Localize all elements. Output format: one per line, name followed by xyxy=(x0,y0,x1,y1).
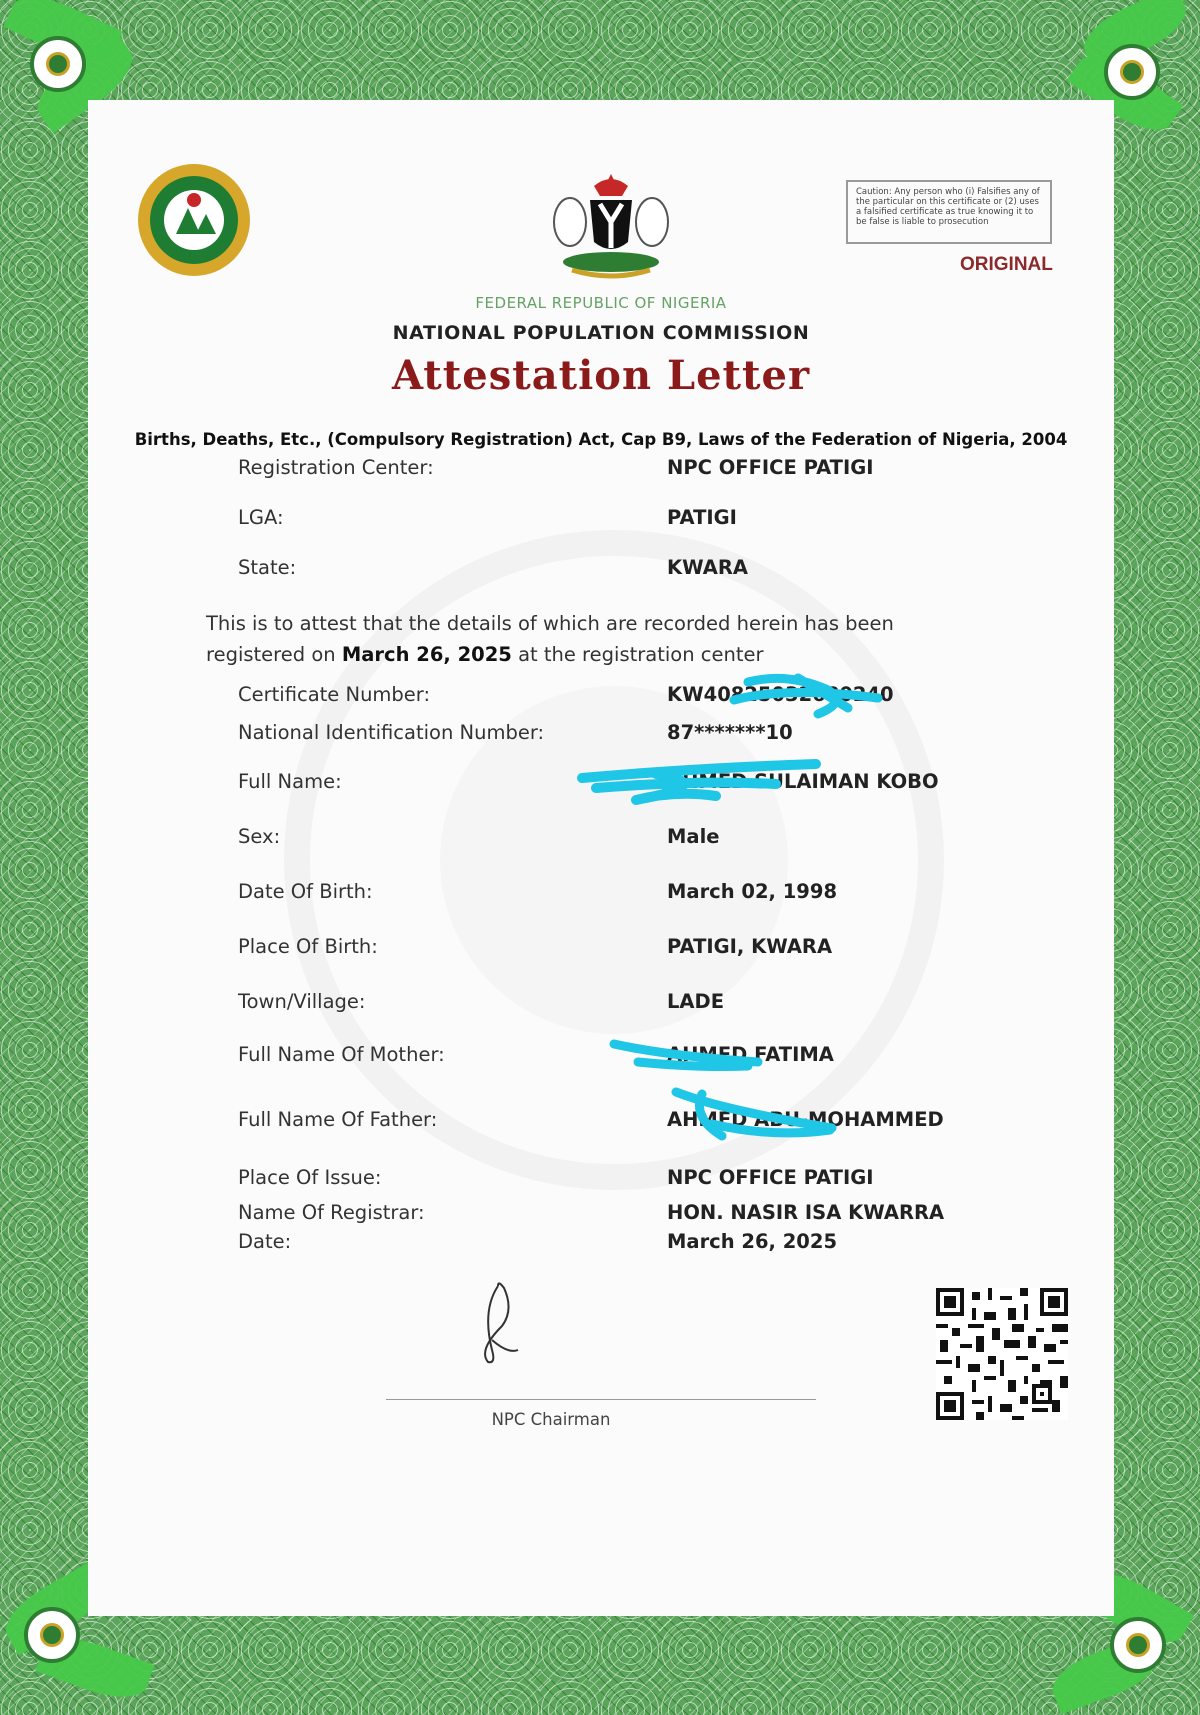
lga-value: PATIGI xyxy=(667,506,737,529)
seal-icon xyxy=(24,1607,80,1663)
registration-center-label: Registration Center: xyxy=(238,456,434,479)
original-label: ORIGINAL xyxy=(960,254,1053,275)
field-label: National Identification Number: xyxy=(238,721,545,744)
seal-icon xyxy=(1104,44,1160,100)
registration-date: March 26, 2025 xyxy=(341,643,512,666)
attestation-text-start: This is to attest that the details of which are recorded herein has been registered on xyxy=(206,612,894,666)
field-label: Sex: xyxy=(238,825,281,848)
field-label: Name Of Registrar: xyxy=(238,1201,425,1224)
field-value: PATIGI, KWARA xyxy=(667,935,833,958)
field-label: Place Of Issue: xyxy=(238,1166,382,1189)
field-value: March 02, 1998 xyxy=(667,880,838,903)
agency-name: NATIONAL POPULATION COMMISSION xyxy=(392,322,810,344)
seal-icon xyxy=(1110,1617,1166,1673)
qr-code-icon xyxy=(936,1288,1068,1420)
field-label: Full Name: xyxy=(238,770,342,793)
certificate-paper xyxy=(88,100,1114,1616)
field-value: AHMED FATIMA xyxy=(667,1043,834,1066)
coat-of-arms-icon xyxy=(546,170,676,282)
field-label: Date: xyxy=(238,1230,292,1253)
field-label: Full Name Of Father: xyxy=(238,1108,438,1131)
npc-logo-icon xyxy=(136,162,252,278)
act-reference: Births, Deaths, Etc., (Compulsory Registration) Act, Cap B9, Laws of the Federation of Nigeria, 2004 xyxy=(134,430,1068,449)
field-label: Place Of Birth: xyxy=(238,935,378,958)
registration-center-value: NPC OFFICE PATIGI xyxy=(667,456,874,479)
field-value: 87*******10 xyxy=(667,721,793,744)
field-value: KW40825032680240 xyxy=(667,683,894,706)
field-label: Full Name Of Mother: xyxy=(238,1043,445,1066)
field-value: March 26, 2025 xyxy=(667,1230,838,1253)
seal-icon xyxy=(30,36,86,92)
field-value: NPC OFFICE PATIGI xyxy=(667,1166,874,1189)
field-label: Town/Village: xyxy=(238,990,366,1013)
field-value: AHMED ABU-MOHAMMED xyxy=(667,1108,944,1131)
signature-line xyxy=(386,1399,816,1400)
field-label: Certificate Number: xyxy=(238,683,431,706)
attestation-paragraph xyxy=(206,608,966,670)
redaction-scribble xyxy=(728,668,888,724)
signature-caption: NPC Chairman xyxy=(491,1410,611,1429)
redaction-scribble xyxy=(662,1084,842,1144)
attestation-text-end: at the registration center xyxy=(518,643,764,666)
redaction-scribble xyxy=(608,1032,768,1078)
country-name: FEDERAL REPUBLIC OF NIGERIA xyxy=(475,294,727,312)
field-label: Date Of Birth: xyxy=(238,880,373,903)
lga-label: LGA: xyxy=(238,506,284,529)
document-title: Attestation Letter xyxy=(391,352,811,399)
field-value: AHMED SULAIMAN KOBO xyxy=(667,770,939,793)
caution-box: Caution: Any person who (i) Falsifies any of the particular on this certificate or (2) uses a falsified certificate as true knowing it to be false is liable to prosecution xyxy=(846,180,1052,244)
signature-icon xyxy=(468,1280,528,1370)
state-value: KWARA xyxy=(667,556,748,579)
state-label: State: xyxy=(238,556,297,579)
field-value: HON. NASIR ISA KWARRA xyxy=(667,1201,945,1224)
redaction-scribble xyxy=(576,754,826,812)
field-value: LADE xyxy=(667,990,725,1013)
field-value: Male xyxy=(667,825,720,848)
